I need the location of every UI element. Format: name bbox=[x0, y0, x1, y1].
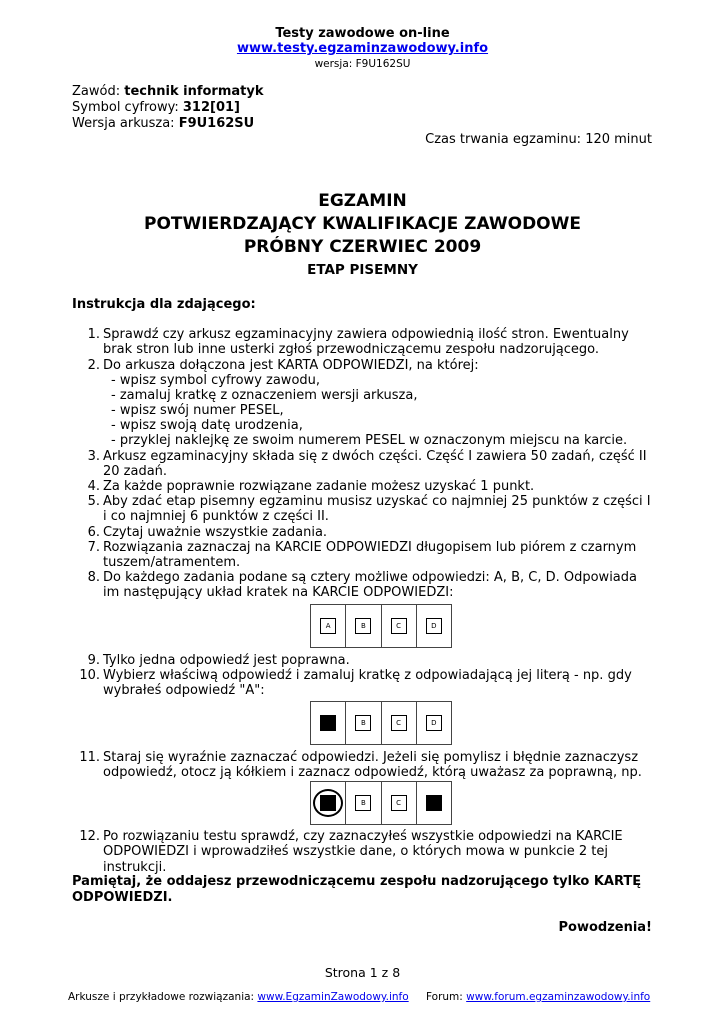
item-text: Do każdego zadania podane są cztery możliwe odpowiedzi: A, B, C, D. Odpowiada im następujący układ kratek na KARCIE ODPOWIEDZI: bbox=[103, 570, 637, 601]
item-number: 10. bbox=[79, 668, 100, 683]
answer-box-c: C bbox=[391, 618, 407, 634]
page-number: Strona 1 z 8 bbox=[324, 965, 401, 980]
answer-cell-b bbox=[345, 605, 380, 647]
item-number: 1. bbox=[87, 327, 100, 342]
item-number: 8. bbox=[87, 570, 100, 585]
symbol-label: Symbol cyfrowy: bbox=[72, 100, 179, 115]
answer-box-d: D bbox=[426, 715, 442, 731]
item-number: 11. bbox=[79, 750, 100, 765]
footer-left-link[interactable]: www.EgzaminZawodowy.info bbox=[257, 991, 409, 1003]
title-line-1: EGZAMIN bbox=[318, 191, 407, 211]
header-version: wersja: F9U162SU bbox=[314, 58, 411, 70]
answer-cell-d bbox=[416, 782, 451, 824]
subitem: - wpisz swoją datę urodzenia, bbox=[111, 418, 303, 433]
submission-notice: Pamiętaj, że oddajesz przewodniczącemu zespołu nadzorującego tylko KARTĘ ODPOWIEDZI. bbox=[72, 874, 642, 905]
answer-grid-filled-example bbox=[310, 701, 452, 745]
header-title: Testy zawodowe on-line bbox=[275, 26, 450, 41]
answer-cell-d bbox=[416, 702, 451, 744]
title-line-2: POTWIERDZAJĄCY KWALIFIKACJE ZAWODOWE bbox=[144, 214, 581, 234]
profession-value: technik informatyk bbox=[124, 84, 264, 99]
item-text: Do arkusza dołączona jest KARTA ODPOWIEDZI, na której: bbox=[103, 358, 479, 373]
item-text: Tylko jedna odpowiedź jest poprawna. bbox=[103, 653, 350, 668]
item-text: Aby zdać etap pisemny egzaminu musisz uzyskać co najmniej 25 punktów z części I i co najmniej 6 punktów z części II. bbox=[103, 494, 651, 525]
footer-right-link[interactable]: www.forum.egzaminzawodowy.info bbox=[466, 991, 651, 1003]
profession-label: Zawód: bbox=[72, 84, 121, 99]
item-text: Rozwiązania zaznaczaj na KARCIE ODPOWIEDZI długopisem lub piórem z czarnym tuszem/atramentem. bbox=[103, 540, 637, 571]
answer-box-b: B bbox=[355, 715, 371, 731]
answer-cell-a bbox=[311, 702, 345, 744]
answer-cell-c bbox=[381, 782, 416, 824]
item-number: 6. bbox=[87, 525, 100, 540]
subitem: - wpisz swój numer PESEL, bbox=[111, 403, 284, 418]
footer-right-label: Forum: bbox=[426, 991, 463, 1003]
good-luck-text: Powodzenia! bbox=[558, 920, 652, 935]
answer-box-c: C bbox=[391, 795, 407, 811]
footer-left bbox=[68, 991, 409, 1003]
profession-row bbox=[72, 84, 263, 100]
sheet-version-label: Wersja arkusza: bbox=[72, 116, 175, 131]
item-number: 2. bbox=[87, 358, 100, 373]
item-text: Po rozwiązaniu testu sprawdź, czy zaznaczyłeś wszystkie odpowiedzi na KARCIE ODPOWIEDZI i wprowadziłeś wszystkie dane, o których mowa w punkcie 2 tej instrukcji. bbox=[103, 829, 623, 875]
answer-box-b: B bbox=[355, 795, 371, 811]
header-url-link[interactable] bbox=[0, 41, 725, 56]
answer-cell-d bbox=[416, 605, 451, 647]
answer-box-a-circled: A bbox=[320, 795, 336, 811]
answer-box-a-filled: A bbox=[320, 715, 336, 731]
item-text: Sprawdź czy arkusz egzaminacyjny zawiera odpowiednią ilość stron. Ewentualny brak stron lub inne usterki zgłoś przewodniczącemu zespołu nadzorującego. bbox=[103, 327, 629, 358]
answer-cell-c bbox=[381, 702, 416, 744]
item-number: 5. bbox=[87, 494, 100, 509]
answer-box-a: A bbox=[320, 618, 336, 634]
answer-box-d: D bbox=[426, 618, 442, 634]
exam-meta bbox=[72, 84, 263, 132]
exam-duration: Czas trwania egzaminu: 120 minut bbox=[425, 132, 652, 147]
answer-grid-example bbox=[310, 604, 452, 648]
item-text: Arkusz egzaminacyjny składa się z dwóch części. Część I zawiera 50 zadań, część II 20 zadań. bbox=[103, 449, 647, 480]
subitem: - wpisz symbol cyfrowy zawodu, bbox=[111, 373, 321, 388]
answer-cell-b bbox=[345, 782, 380, 824]
item-text: Staraj się wyraźnie zaznaczać odpowiedzi. Jeżeli się pomylisz i błędnie zaznaczysz odpowiedź, otocz ją kółkiem i zaznacz odpowiedź, którą uważasz za poprawną, np. bbox=[103, 750, 642, 781]
item-number: 3. bbox=[87, 449, 100, 464]
symbol-value: 312[01] bbox=[182, 100, 241, 115]
symbol-row bbox=[72, 100, 263, 116]
title-line-3: PRÓBNY CZERWIEC 2009 bbox=[243, 237, 482, 257]
answer-cell-a bbox=[311, 605, 345, 647]
footer-left-label: Arkusze i przykładowe rozwiązania: bbox=[68, 991, 255, 1003]
answer-grid-correction-example bbox=[310, 781, 452, 825]
footer-right bbox=[426, 991, 650, 1003]
item-text: Za każde poprawnie rozwiązane zadanie możesz uzyskać 1 punkt. bbox=[103, 479, 535, 494]
exam-title bbox=[0, 190, 725, 259]
answer-box-b: B bbox=[355, 618, 371, 634]
sheet-version-value: F9U162SU bbox=[178, 116, 255, 131]
answer-cell-a bbox=[311, 782, 345, 824]
item-number: 4. bbox=[87, 479, 100, 494]
answer-box-d-filled: D bbox=[426, 795, 442, 811]
answer-cell-c bbox=[381, 605, 416, 647]
item-number: 9. bbox=[87, 653, 100, 668]
subitem: - zamaluj kratkę z oznaczeniem wersji arkusza, bbox=[111, 388, 418, 403]
item-text: Wybierz właściwą odpowiedź i zamaluj kratkę z odpowiadającą jej literą - np. gdy wybrałeś odpowiedź "A": bbox=[103, 668, 632, 699]
sheet-version-row bbox=[72, 116, 263, 132]
item-number: 12. bbox=[79, 829, 100, 844]
instructions-heading: Instrukcja dla zdającego: bbox=[72, 297, 256, 312]
answer-box-c: C bbox=[391, 715, 407, 731]
answer-cell-b bbox=[345, 702, 380, 744]
circle-mark bbox=[313, 789, 343, 817]
item-text: Czytaj uważnie wszystkie zadania. bbox=[103, 525, 328, 540]
header-url-text[interactable]: www.testy.egzaminzawodowy.info bbox=[236, 41, 489, 56]
subitem: - przyklej naklejkę ze swoim numerem PESEL w oznaczonym miejscu na karcie. bbox=[111, 433, 628, 448]
item-number: 7. bbox=[87, 540, 100, 555]
exam-stage: ETAP PISEMNY bbox=[307, 262, 418, 278]
